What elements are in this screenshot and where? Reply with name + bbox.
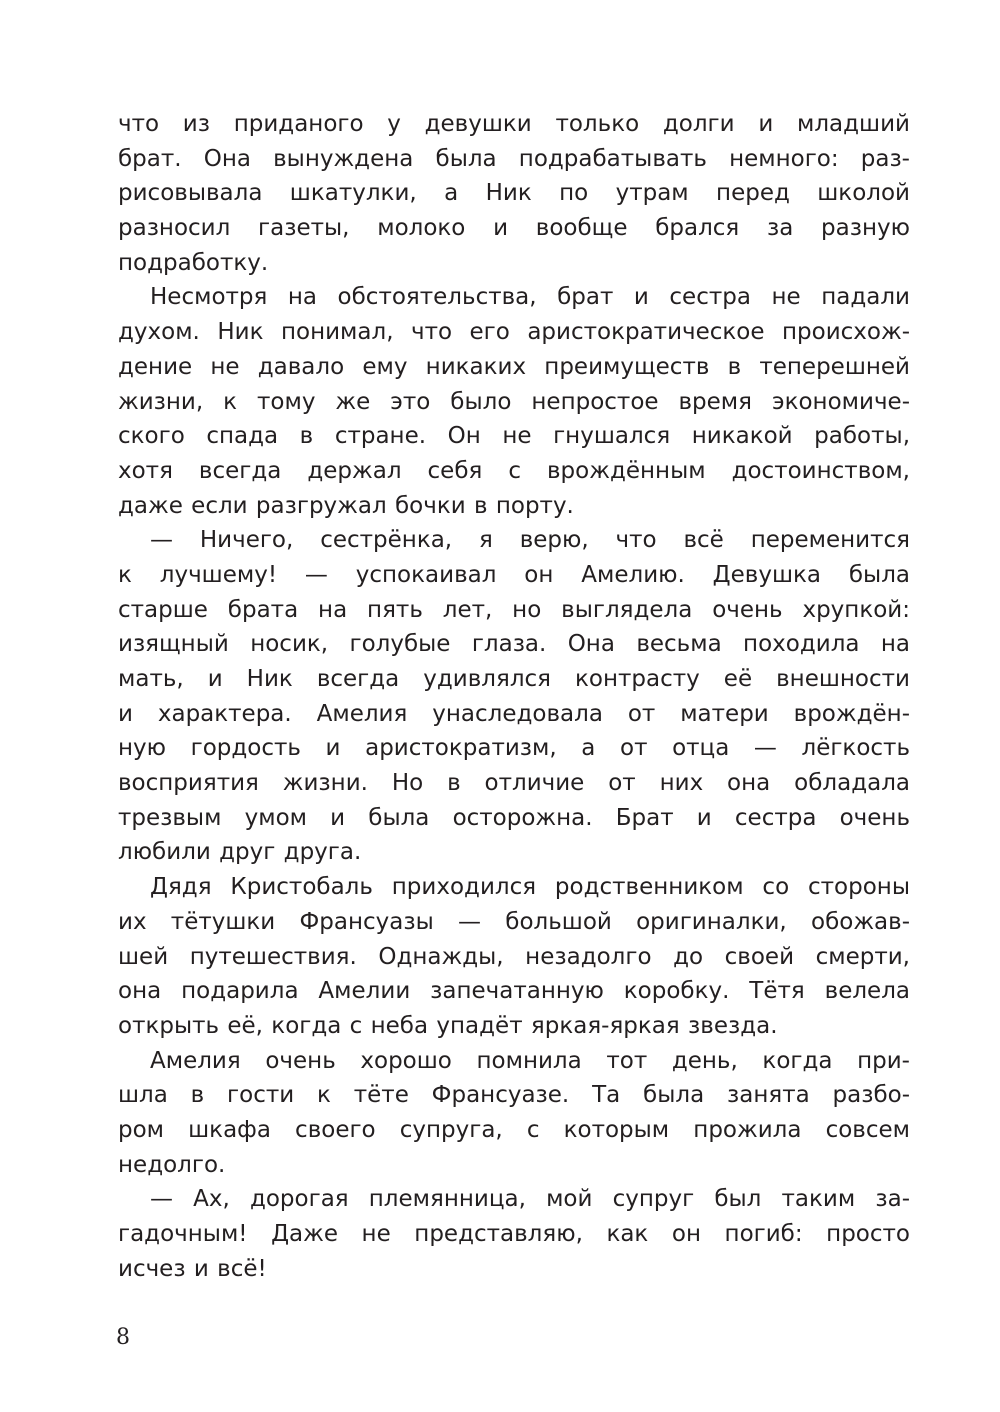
text-line: их тётушки Франсуазы — большой оригиналки, обожав-	[118, 908, 910, 935]
text-line: и характера. Амелия унаследовала от матери врождён-	[118, 700, 910, 727]
text-line: Амелия очень хорошо помнила тот день, когда при-	[150, 1047, 910, 1074]
text-line: жизни, к тому же это было непростое время экономиче-	[118, 388, 910, 415]
text-line: — Ах, дорогая племянница, мой супруг был таким за-	[150, 1186, 910, 1213]
text-line: ского спада в стране. Он не гнушался никакой работы,	[118, 423, 910, 450]
page-number: 8	[116, 1325, 130, 1350]
text-line: она подарила Амелии запечатанную коробку. Тётя велела	[118, 978, 910, 1005]
text-line: брат. Она вынуждена была подрабатывать немного: раз-	[118, 145, 910, 172]
text-line: дение не давало ему никаких преимуществ в теперешней	[118, 353, 910, 380]
text-line: восприятия жизни. Но в отличие от них она обладала	[118, 770, 910, 797]
body-text	[118, 107, 910, 1286]
text-line: хотя всегда держал себя с врождённым достоинством,	[118, 457, 910, 484]
text-line: трезвым умом и была осторожна. Брат и сестра очень	[118, 804, 910, 831]
text-line: ную гордость и аристократизм, а от отца — лёгкость	[118, 735, 910, 762]
text-line: подработку.	[118, 249, 269, 276]
text-line: что из приданого у девушки только долги и младший	[118, 111, 910, 137]
text-line: Несмотря на обстоятельства, брат и сестра не падали	[150, 284, 910, 311]
text-line: гадочным! Даже не представляю, как он погиб: просто	[118, 1221, 910, 1247]
text-line: старше брата на пять лет, но выглядела очень хрупкой:	[118, 596, 910, 623]
text-line: исчез и всё!	[118, 1255, 267, 1282]
text-line: недолго.	[118, 1151, 226, 1178]
text-line: к лучшему! — успокаивал он Амелию. Девушка была	[118, 561, 910, 588]
text-line: открыть её, когда с неба упадёт яркая-яркая звезда.	[118, 1012, 778, 1039]
text-line: шей путешествия. Однажды, незадолго до своей смерти,	[118, 943, 910, 970]
text-line: даже если разгружал бочки в порту.	[118, 492, 574, 519]
text-line: разносил газеты, молоко и вообще брался за разную	[118, 215, 910, 242]
text-line: любили друг друга.	[118, 839, 362, 866]
text-line: ром шкафа своего супруга, с которым прожила совсем	[118, 1116, 910, 1143]
text-line: рисовывала шкатулки, а Ник по утрам перед школой	[118, 180, 910, 207]
text-line: духом. Ник понимал, что его аристократическое происхож-	[118, 319, 910, 346]
text-line: — Ничего, сестрёнка, я верю, что всё переменится	[150, 527, 910, 554]
text-line: изящный носик, голубые глаза. Она весьма походила на	[118, 631, 910, 658]
text-line: мать, и Ник всегда удивлялся контрасту её внешности	[118, 666, 910, 692]
text-line: Дядя Кристобаль приходился родственником со стороны	[150, 874, 910, 901]
text-line: шла в гости к тёте Франсуазе. Та была занята разбо-	[118, 1082, 910, 1109]
